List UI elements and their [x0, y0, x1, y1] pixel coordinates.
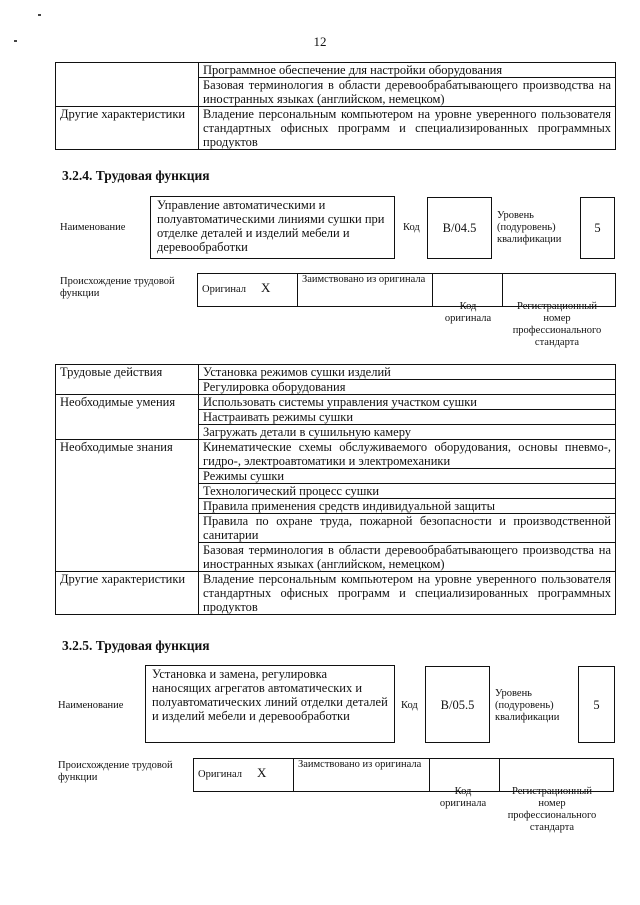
- table-row: [56, 365, 616, 380]
- name-value: Управление автоматическими и полуавтоматическими линиями сушки при отделке деталей и изделий мебели и деревообработки: [157, 198, 385, 254]
- level-value: 5: [594, 221, 601, 235]
- row-text: Базовая терминология в области деревообрабатывающего производства на иностранных языках (английском, немецком): [199, 543, 616, 572]
- name-label: Наименование: [58, 700, 124, 711]
- row-text: Использовать системы управления участком сушки: [199, 395, 616, 410]
- row-text: Технологический процесс сушки: [199, 484, 616, 499]
- name-value: Установка и замена, регулировка наносящих агрегатов автоматических и полуавтоматических линий отделки деталей и изделий мебели и деревообработки: [152, 667, 388, 723]
- section-heading: 3.2.4. Трудовая функция: [62, 168, 210, 183]
- code-value: B/05.5: [440, 698, 475, 712]
- row-label: Другие характеристики: [56, 107, 199, 150]
- row-text: Базовая терминология в области деревообрабатывающего производства на иностранных языках (английском, немецком): [199, 78, 616, 107]
- level-value-box: [578, 666, 615, 743]
- name-value-box: [150, 196, 395, 259]
- level-label: Уровень (подуровень) квалификации: [497, 210, 562, 245]
- row-text: Кинематические схемы обслуживаемого оборудования, основы пневмо-, гидро-, электроавтоматики и электромеханики: [199, 440, 616, 469]
- row-label: Трудовые действия: [56, 365, 199, 395]
- original-mark: X: [261, 280, 271, 295]
- reg-number-caption: Регистрационный номер профессионального стандарта: [507, 786, 597, 833]
- row-label: Другие характеристики: [56, 572, 199, 615]
- code-original-caption: Код оригинала: [444, 301, 492, 324]
- original-cell: [198, 274, 298, 307]
- row-label: Необходимые умения: [56, 395, 199, 440]
- borrowed-label: Заимствовано из оригинала: [294, 759, 430, 792]
- original-mark: X: [257, 765, 267, 780]
- table-row: [56, 440, 616, 469]
- origin-label: Происхождение трудовой функции: [58, 760, 173, 783]
- table-row: [56, 395, 616, 410]
- row-text: Установка режимов сушки изделий: [199, 365, 616, 380]
- row-text: Настраивать режимы сушки: [199, 410, 616, 425]
- original-label: Оригинал: [202, 284, 246, 295]
- page-number: 12: [313, 34, 327, 49]
- level-value: 5: [593, 698, 600, 712]
- row-text: Загружать детали в сушильную камеру: [199, 425, 616, 440]
- code-value-box: [427, 197, 492, 259]
- row-label: [56, 63, 199, 107]
- code-value: B/04.5: [442, 221, 477, 235]
- row-label: Необходимые знания: [56, 440, 199, 572]
- code-label: Код: [403, 222, 420, 233]
- reg-number-caption: Регистрационный номер профессионального стандарта: [512, 301, 602, 348]
- origin-label: Происхождение трудовой функции: [60, 276, 175, 299]
- row-text: Владение персональным компьютером на уровне уверенного пользователя стандартных офисных программ и специализированных программных продуктов: [199, 572, 616, 615]
- row-text: Регулировка оборудования: [199, 380, 616, 395]
- row-text: Правила применения средств индивидуальной защиты: [199, 499, 616, 514]
- continuation-table: [55, 62, 616, 150]
- level-label: Уровень (подуровень) квалификации: [495, 688, 560, 723]
- name-value-box: [145, 665, 395, 743]
- name-label: Наименование: [60, 222, 126, 233]
- function-1-table: [55, 364, 616, 615]
- borrowed-label: Заимствовано из оригинала: [298, 274, 433, 307]
- level-value-box: [580, 197, 615, 259]
- table-row: [56, 63, 616, 78]
- row-text: Программное обеспечение для настройки оборудования: [199, 63, 616, 78]
- scan-speck: [38, 14, 41, 16]
- row-text: Правила по охране труда, пожарной безопасности и производственной санитарии: [199, 514, 616, 543]
- section-heading: 3.2.5. Трудовая функция: [62, 638, 210, 653]
- original-label: Оригинал: [198, 769, 242, 780]
- code-label: Код: [401, 700, 418, 711]
- table-row: [56, 107, 616, 150]
- table-row: [56, 572, 616, 615]
- code-value-box: [425, 666, 490, 743]
- row-text: Режимы сушки: [199, 469, 616, 484]
- code-original-caption: Код оригинала: [439, 786, 487, 809]
- row-text: Владение персональным компьютером на уровне уверенного пользователя стандартных офисных программ и специализированных программных продуктов: [199, 107, 616, 150]
- original-cell: [194, 759, 294, 792]
